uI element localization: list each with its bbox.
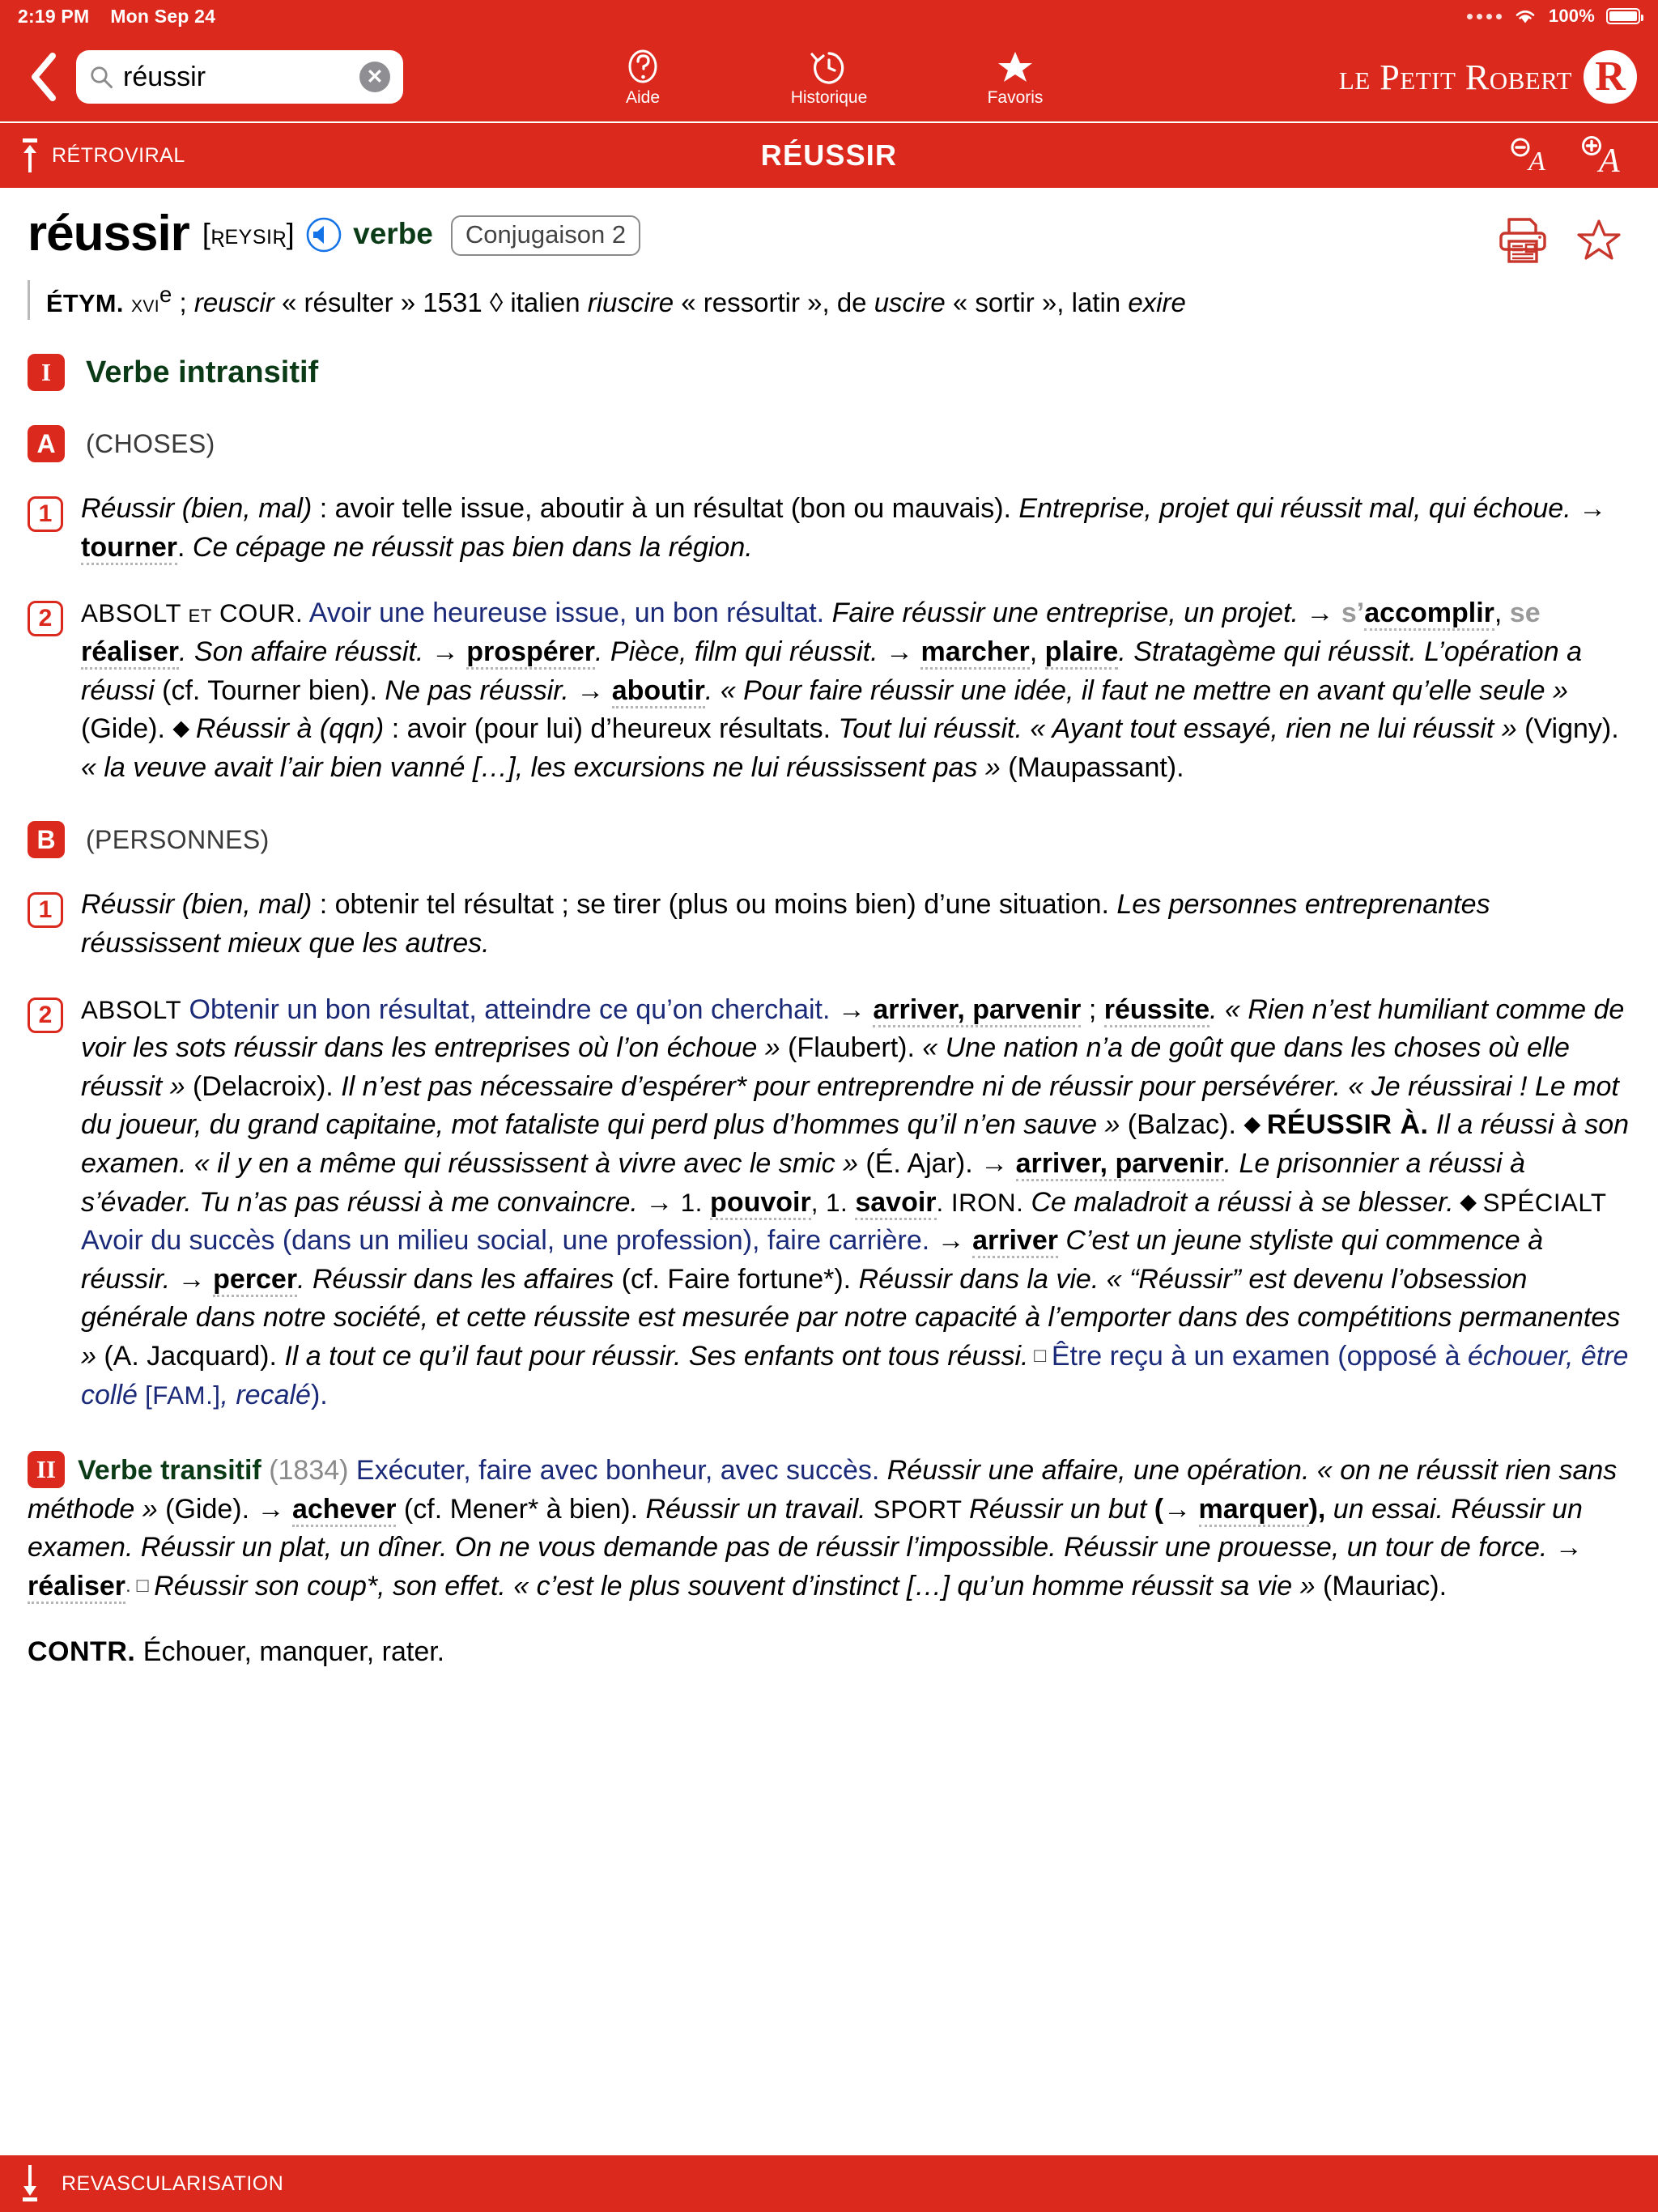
speaker-icon — [306, 217, 342, 253]
back-button[interactable] — [13, 51, 76, 103]
printer-icon — [1498, 217, 1548, 264]
sense-B2-source-3: (Balzac). — [1127, 1109, 1244, 1141]
contraries-line — [28, 1636, 1630, 1668]
diamond-separator-icon-3: ◆ — [1453, 1188, 1483, 1214]
brand-logo-letter: R — [1595, 53, 1626, 100]
sense-A2-arrow-1: → — [1298, 598, 1341, 629]
sense-A1-def: : avoir telle issue, aboutir à un résultat (bon ou mauvais). — [312, 493, 1019, 525]
xref-accomplir[interactable]: accomplir — [1364, 598, 1494, 631]
square-separator-icon: □ — [1028, 1344, 1052, 1367]
usage-label-specialt: SPÉCIALT — [1482, 1188, 1607, 1217]
sense-B2-example-8: Il a tout ce qu’il faut pour réussir. Ses enfants ont tous réussi. — [284, 1340, 1029, 1372]
pronunciation: [ʀeysiʀ] — [202, 217, 295, 250]
section-two-example-3: Réussir un but — [969, 1493, 1147, 1525]
sense-badge-1: 1 — [28, 496, 63, 532]
status-date: Mon Sep 24 — [110, 5, 216, 27]
sense-badge-b2: 2 — [28, 998, 63, 1033]
section-two-quote-2: « c’est le plus souvent d’instinct […] qu’un homme réussit sa vie » — [505, 1570, 1324, 1602]
xref-prosperer[interactable]: prospérer — [466, 636, 595, 670]
sense-B2-arrow-3: → — [980, 1147, 1016, 1179]
sense-B2-quote-4: « il y en a même qui réussissent à vivre avec le smic » — [186, 1147, 866, 1179]
subsection-heading-a — [28, 425, 1630, 462]
usage-label-absolt: ABSOLT — [81, 995, 182, 1024]
sense-B2-def-3: Être reçu à un examen (opposé à — [1051, 1340, 1468, 1372]
usage-label-iron: . IRON. — [936, 1188, 1031, 1217]
section-two-arrow-1: → — [257, 1493, 292, 1525]
sense-B2-quote-3: « Je réussirai ! Le mot du joueur, du grand capitaine, mot fataliste qui perd plus d’hommes qu’il n’en sauve » — [81, 1070, 1619, 1141]
entry-actions — [1498, 209, 1630, 264]
sense-B2-opposite-1: échouer, être collé — [81, 1340, 1629, 1410]
sense-A2-quote-2: « Ayant tout essayé, rien ne lui réussit » — [1022, 713, 1525, 745]
decrease-font-size-button[interactable] — [1509, 136, 1553, 175]
sense-B2-arrow-1: → — [830, 993, 874, 1025]
favorites-label: Favoris — [987, 88, 1044, 107]
subsection-label-choses: (CHOSES) — [86, 428, 215, 458]
sense-A2-example-6: Tout lui réussit. — [838, 713, 1022, 745]
sense-B2-arrow-4: → — [637, 1186, 681, 1218]
sense-A1-example-1: Entreprise, projet qui réussit mal, qui échoue. — [1018, 493, 1571, 525]
xref-reussite[interactable]: réussite — [1104, 994, 1209, 1027]
sense-A2-cf-1: (cf. Tourner bien). — [154, 674, 385, 706]
sense-B2 — [28, 991, 1630, 1415]
battery-percent: 100% — [1548, 6, 1595, 26]
sense-A2-sub-def: : avoir (pour lui) d’heureux résultats. — [384, 713, 839, 745]
section-two-source-1: (Gide). — [165, 1493, 257, 1525]
sense-A2-example-2: . Son affaire réussit. — [179, 636, 424, 668]
subsection-badge-B: B — [28, 821, 65, 858]
sense-B1-example-1: Les personnes entreprenantes réussissent mieux que les autres. — [81, 889, 1490, 959]
increase-font-size-icon — [1580, 134, 1629, 177]
entry-footer-bar — [0, 2155, 1658, 2212]
sense-A2-def: Avoir une heureuse issue, un bon résultat. — [303, 598, 825, 629]
xref-tourner[interactable]: tourner — [81, 532, 177, 565]
help-button[interactable] — [590, 46, 695, 108]
sense-B2-arrow-7: → — [170, 1263, 214, 1295]
increase-font-size-button[interactable] — [1580, 134, 1629, 177]
sense-A2-example-1: Faire réussir une entreprise, un projet. — [824, 598, 1299, 629]
sense-A2-sub-lead: Réussir à (qqn) — [195, 713, 385, 745]
section-title-transitive: Verbe transitif — [78, 1455, 261, 1487]
entry-headline — [28, 206, 1630, 264]
sense-B2-arrow-6: → — [929, 1225, 973, 1257]
sense-A2-source-2: (Vigny). — [1524, 713, 1619, 745]
section-two-xref-open: (→ — [1146, 1493, 1199, 1525]
subsection-badge-A: A — [28, 425, 65, 462]
sense-A2-example-5: Ne pas réussir. — [385, 674, 569, 706]
status-bar — [0, 0, 1658, 32]
sense-B2-example-3: . Le prisonnier a réussi à s’évader. Tu n’as pas réussi à me convaincre. — [81, 1147, 1525, 1218]
xref-homograph-num-2: , 1. — [810, 1188, 856, 1217]
status-right-cluster — [1467, 6, 1640, 27]
history-label: Historique — [790, 88, 868, 107]
etymology-form-4: exire — [1128, 287, 1186, 317]
sense-B2-source-2: (Delacroix). — [192, 1070, 342, 1102]
next-entry-button[interactable] — [18, 2165, 283, 2202]
etymology-text-5: « sortir », latin — [945, 287, 1129, 317]
etymology-form-3: uscire — [874, 287, 946, 317]
diamond-separator-icon-2: ◆ — [1244, 1111, 1267, 1137]
svg-text:A: A — [1528, 147, 1545, 175]
petit-robert-logo-icon — [1584, 50, 1637, 104]
conjugation-button[interactable]: Conjugaison 2 — [451, 215, 640, 256]
section-two-date: (1834) — [269, 1455, 349, 1487]
history-clock-icon — [809, 46, 849, 87]
section-two-cf-1: (cf. Mener* à bien). — [396, 1493, 646, 1525]
search-bar — [0, 32, 1658, 121]
section-badge-I: I — [28, 354, 65, 391]
battery-icon — [1606, 8, 1640, 24]
section-two-arrow-3: → — [1547, 1532, 1583, 1563]
sense-B2-close-paren: ). — [310, 1379, 328, 1410]
sense-B1-def: : obtenir tel résultat ; se tirer (plus ou moins bien) d’une situation. — [312, 889, 1117, 921]
search-field[interactable] — [76, 50, 403, 104]
section-two-source-2: (Mauriac). — [1323, 1570, 1448, 1602]
dictionary-article — [0, 188, 1658, 2155]
sense-A2-source-1: (Gide). — [81, 713, 173, 745]
chevron-left-icon — [28, 51, 61, 103]
etymology-century: xvi — [130, 289, 160, 317]
sense-B2-cf-1: (cf. Faire fortune*). — [614, 1263, 859, 1295]
svg-text:A: A — [1599, 143, 1620, 177]
etymology-century-suffix: e — [159, 282, 172, 307]
sense-A1-example-2: Ce cépage ne réussit pas bien dans la région. — [192, 531, 753, 563]
sense-A2-arrow-4: → — [568, 674, 612, 706]
help-label: Aide — [625, 88, 661, 107]
sense-A1-lead: Réussir (bien, mal) — [81, 493, 312, 525]
section-two-example-2: Réussir un travail. — [645, 1493, 866, 1525]
entry-nav-bar — [0, 121, 1658, 188]
add-favorite-button[interactable] — [1575, 218, 1622, 263]
arrow-down-to-line-icon — [18, 2165, 42, 2202]
sense-B2-example-6: . Réussir dans les affaires — [297, 1263, 614, 1295]
search-input[interactable]: réussir — [123, 61, 206, 92]
page-title: RÉUSSIR — [760, 138, 898, 172]
sense-A2-arrow-2: → — [423, 636, 467, 668]
section-two-def: Exécuter, faire avec bonheur, avec succès. — [348, 1455, 880, 1487]
section-two-example-5: Réussir son coup*, son effet. — [154, 1570, 506, 1602]
headword: réussir — [28, 206, 189, 262]
usage-label-sport: SPORT — [865, 1495, 970, 1524]
star-filled-icon — [995, 46, 1035, 87]
xref-pouvoir[interactable]: pouvoir — [710, 1187, 811, 1220]
sense-A2-example-3: . Pièce, film qui réussit. — [595, 636, 878, 668]
xref-arriver-parvenir-1[interactable]: arriver, parvenir — [873, 994, 1081, 1027]
status-time: 2:19 PM — [18, 5, 90, 27]
favorites-button[interactable] — [963, 46, 1068, 108]
previous-entry-button[interactable] — [18, 137, 185, 174]
help-circle-icon — [623, 46, 663, 87]
etymology-line — [28, 280, 1630, 320]
xref-percer[interactable]: percer — [213, 1264, 297, 1297]
etymology-label: ÉTYM. — [46, 289, 124, 317]
xref-arriver-3[interactable]: arriver — [972, 1225, 1058, 1258]
sense-B2-example-5: C’est un jeune styliste qui commence à réussir. — [81, 1225, 1544, 1295]
xref-aboutir[interactable]: aboutir — [612, 675, 705, 708]
xref-realiser-2[interactable]: réaliser — [28, 1571, 125, 1604]
xref-realiser[interactable]: réaliser — [81, 636, 179, 670]
section-transitive — [28, 1452, 1630, 1606]
xref-prefix-se-1: s’ — [1341, 598, 1365, 629]
usage-label-absolt-cour: ABSOLT et COUR. — [81, 599, 304, 628]
sense-A2 — [28, 594, 1630, 787]
sense-B2-quote-1: . « Rien n’est humiliant comme de voir les sots réussir dans les entreprises où l’on échoue » — [81, 993, 1625, 1064]
contraries-label: CONTR. — [28, 1636, 136, 1668]
subsection-label-personnes: (PERSONNES) — [86, 824, 270, 854]
section-two-xref-close: ), — [1308, 1493, 1326, 1525]
signal-dots-icon — [1467, 14, 1502, 19]
previous-entry-label: RÉTROVIRAL — [52, 143, 185, 167]
xref-arriver-parvenir-2[interactable]: arriver, parvenir — [1016, 1148, 1224, 1181]
sense-A2-source-3: (Maupassant). — [1008, 751, 1184, 783]
sense-badge-2: 2 — [28, 601, 63, 636]
audio-play-button[interactable] — [306, 217, 342, 257]
sense-B2-quote-2: « Une nation n’a de goût que dans les choses où elle réussit » — [81, 1032, 1570, 1102]
sense-badge-b1: 1 — [28, 892, 63, 928]
section-badge-II: II — [28, 1451, 65, 1488]
sense-B2-source-5: (A. Jacquard). — [104, 1340, 285, 1372]
sense-A1-sep: . — [177, 531, 193, 563]
section-two-example-1: Réussir une affaire, une opération. — [879, 1455, 1310, 1487]
wifi-icon — [1513, 7, 1537, 25]
search-icon — [89, 65, 113, 89]
sense-A2-quote-3: « la veuve avait l’air bien vanné […], les excursions ne lui réussissent pas » — [81, 751, 1009, 783]
sense-B2-text — [81, 991, 1630, 1415]
history-button[interactable] — [776, 46, 882, 108]
etymology-form-2: riuscire — [587, 287, 674, 317]
arrow-up-to-line-icon — [18, 137, 42, 174]
sense-A2-arrow-3: → — [878, 636, 921, 668]
sense-B2-example-2: Il a réussi à son examen. — [81, 1109, 1630, 1179]
xref-prefix-se-2: se — [1509, 598, 1541, 629]
section-title-intransitive: Verbe intransitif — [86, 355, 319, 389]
sense-B2-example-7: Réussir dans la vie. — [858, 1263, 1099, 1295]
etymology-text-4: « ressortir », de — [674, 287, 874, 317]
sense-B2-example-1: Il n’est pas nécessaire d’espérer* pour entreprendre ni de réussir pour persévérer. — [341, 1070, 1341, 1102]
sense-A2-text: ABSOLT et COUR. Avoir une heureuse issue, un bon résultat. Faire réussir une entreprise, un projet. → s’accomplir, se réaliser. Son affaire réussit. → prospérer. Pièce, film qui réussit. → marcher, plaire. Stratagème qui réussit. L’opération a réussi (cf. Tourner bien). Ne pas réussir. → aboutir. « Pour faire réussir une idée, il faut ne mettre en avant qu’elle seule » (Gide). ◆ Réussir à (qqn) : avoir (pour lui) d’heureux résultats. Tout lui réussit. « Ayant tout essayé, rien ne lui réussit » (Vigny). « la veuve avait l’air bien vanné […], les excursions ne lui réussissent pas » (Maupassant). — [81, 598, 1619, 783]
sense-A2-example-4: . Stratagème qui réussit. L’opération a réussi — [81, 636, 1582, 706]
sense-B2-example-4: Ce maladroit a réussi à se blesser. — [1031, 1186, 1454, 1218]
xref-marquer[interactable]: marquer — [1199, 1494, 1309, 1527]
sense-B2-def: Obtenir un bon résultat, atteindre ce qu’on cherchait. — [181, 993, 831, 1025]
subsection-heading-b — [28, 821, 1630, 858]
diamond-separator-icon: ◆ — [172, 715, 196, 741]
contraries-text: Échouer, manquer, rater. — [135, 1636, 445, 1668]
etymology-text-3: « résulter » 1531 ◊ italien — [274, 287, 588, 317]
sublabel-reussir-a: RÉUSSIR À. — [1266, 1109, 1429, 1141]
xref-marcher[interactable]: marcher — [920, 636, 1029, 670]
sense-B2-source-4: (É. Ajar). — [865, 1147, 981, 1179]
sense-A1-arrow: → — [1571, 493, 1607, 525]
section-two-example-4: un essai. Réussir un examen. Réussir un plat, un dîner. On ne vous demande pas de réussir l’impossible. Réussir une prouesse, un tour de force. — [28, 1493, 1583, 1563]
star-outline-icon — [1575, 218, 1622, 263]
sense-B2-quote-5: « “Réussir” est devenu l’obsession générale dans notre société, et cette réussite est mesurée par notre capacité à l’emporter dans des compétitions permanentes » — [81, 1263, 1621, 1372]
sense-A1 — [28, 490, 1630, 567]
font-size-controls — [1509, 134, 1629, 177]
sense-A1-text — [81, 490, 1630, 567]
clear-search-button[interactable]: ✕ — [359, 62, 390, 92]
sense-A2-sep-1: , — [1494, 598, 1510, 629]
brand-logo-group — [1339, 50, 1637, 104]
sense-B1-lead: Réussir (bien, mal) — [81, 889, 312, 921]
xref-homograph-num-1: 1. — [680, 1188, 711, 1217]
sense-B2-opposite-2: , recalé — [220, 1379, 311, 1410]
brand-name: le Petit Robert — [1338, 57, 1572, 97]
sense-B2-def-2: Avoir du succès (dans un milieu social, une profession), faire carrière. — [81, 1225, 930, 1257]
xref-achever[interactable]: achever — [292, 1494, 397, 1527]
sense-B1-text — [81, 886, 1630, 963]
etymology-sep-1: ; — [172, 287, 194, 317]
xref-savoir[interactable]: savoir — [855, 1187, 936, 1220]
decrease-font-size-icon — [1509, 136, 1553, 175]
square-separator-icon-2: . □ — [125, 1574, 155, 1597]
part-of-speech: verbe — [353, 217, 433, 250]
print-button[interactable] — [1498, 217, 1548, 264]
section-two-quote-1: « on ne réussit rien sans méthode » — [28, 1455, 1618, 1525]
xref-plaire[interactable]: plaire — [1045, 636, 1119, 670]
usage-label-fam: [FAM.] — [137, 1380, 221, 1410]
section-heading-intransitive — [28, 354, 1630, 391]
next-entry-label: REVASCULARISATION — [62, 2172, 284, 2195]
sense-B1 — [28, 886, 1630, 963]
sense-B2-source-1: (Flaubert). — [788, 1032, 923, 1064]
etymology-form-1: reuscir — [193, 287, 274, 317]
sense-A2-quote-1: . « Pour faire réussir une idée, il faut ne mettre en avant qu’elle seule » — [704, 674, 1568, 706]
sense-B2-semi: ; — [1081, 993, 1104, 1025]
